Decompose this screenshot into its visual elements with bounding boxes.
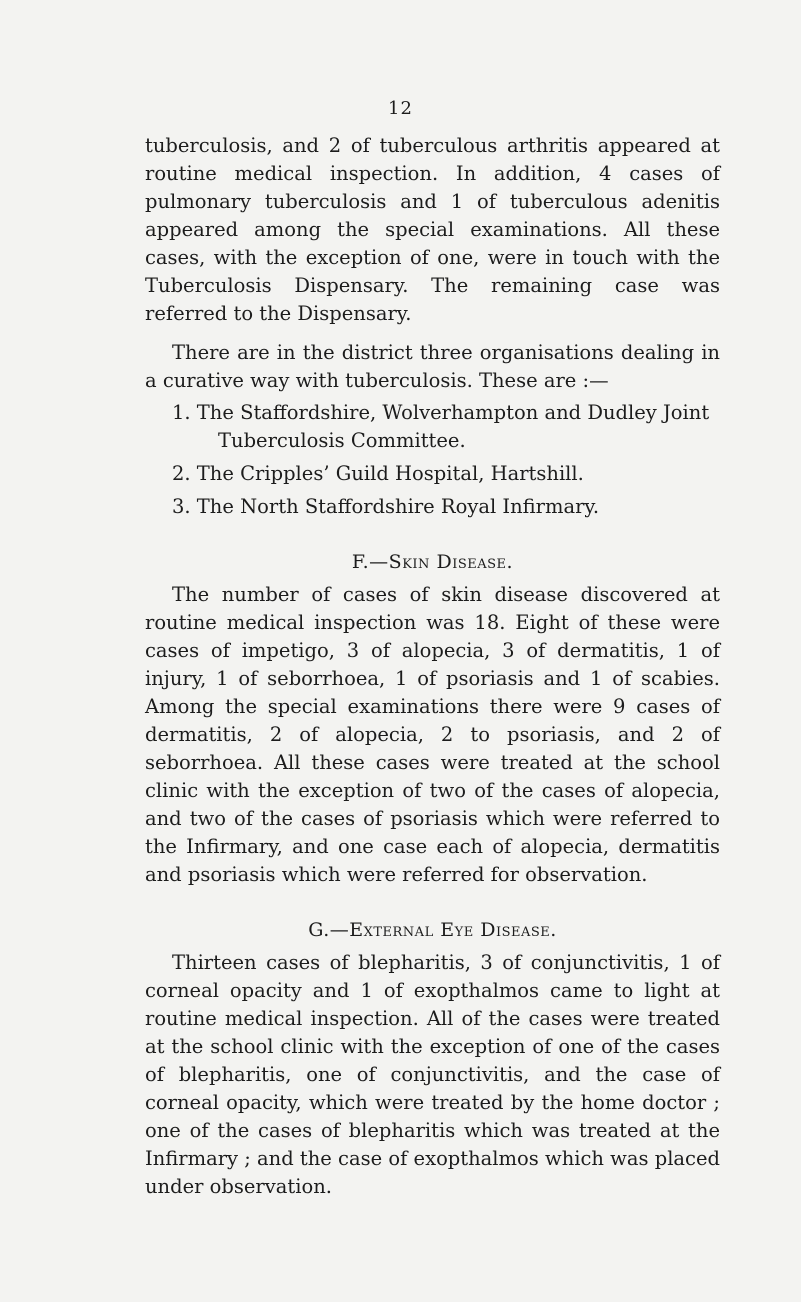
body-text bbox=[145, 132, 720, 1201]
section-heading-skin-disease: F.—Skin Disease. bbox=[351, 551, 514, 573]
paragraph-eye-disease: Thirteen cases of blepharitis, 3 of conjunctivitis, 1 of corneal opacity and 1 of exopthalmos came to light at routine medical inspection. All of the cases were treated at the school clinic with the exception of one of the cases of blepharitis, one of conjunctivitis, and the case of corneal opacity, which were treated by the home doctor ; one of the cases of blepharitis which was treated at the Infirmary ; and the case of exopthalmos which was placed under observation. bbox=[145, 951, 720, 1198]
list-item: 2. The Cripples’ Guild Hospital, Hartshill. bbox=[172, 462, 584, 485]
page-number: 12 bbox=[388, 98, 413, 119]
list-item: 3. The North Staffordshire Royal Infirmary. bbox=[172, 495, 600, 518]
organisations-list bbox=[145, 399, 720, 521]
paragraph-organisations-intro: There are in the district three organisations dealing in a curative way with tuberculosis. These are :— bbox=[145, 341, 720, 392]
paragraph-tuberculosis-cases: tuberculosis, and 2 of tuberculous arthritis appeared at routine medical inspection. In addition, 4 cases of pulmonary tuberculosis and 1 of tuberculous adenitis appeared among the special examinations. All these cases, with the exception of one, were in touch with the Tuberculosis Dispensary. The remaining case was referred to the Dispensary. bbox=[145, 134, 720, 325]
paragraph-skin-disease: The number of cases of skin disease discovered at routine medical inspection was 18. Eight of these were cases of impetigo, 3 of alopecia, 3 of dermatitis, 1 of injury, 1 of seborrhoea, 1 of psoriasis and 1 of scabies. Among the special examinations there were 9 cases of dermatitis, 2 of alopecia, 2 to psoriasis, and 2 of seborrhoea. All these cases were treated at the school clinic with the exception of two of the cases of alopecia, and two of the cases of psoriasis which were referred to the Infirmary, and one case each of alopecia, dermatitis and psoriasis which were referred for observation. bbox=[145, 583, 720, 886]
list-item: 1. The Staffordshire, Wolverhampton and Dudley Joint Tuberculosis Committee. bbox=[172, 401, 710, 452]
section-heading-eye-disease: G.—External Eye Disease. bbox=[308, 919, 557, 941]
